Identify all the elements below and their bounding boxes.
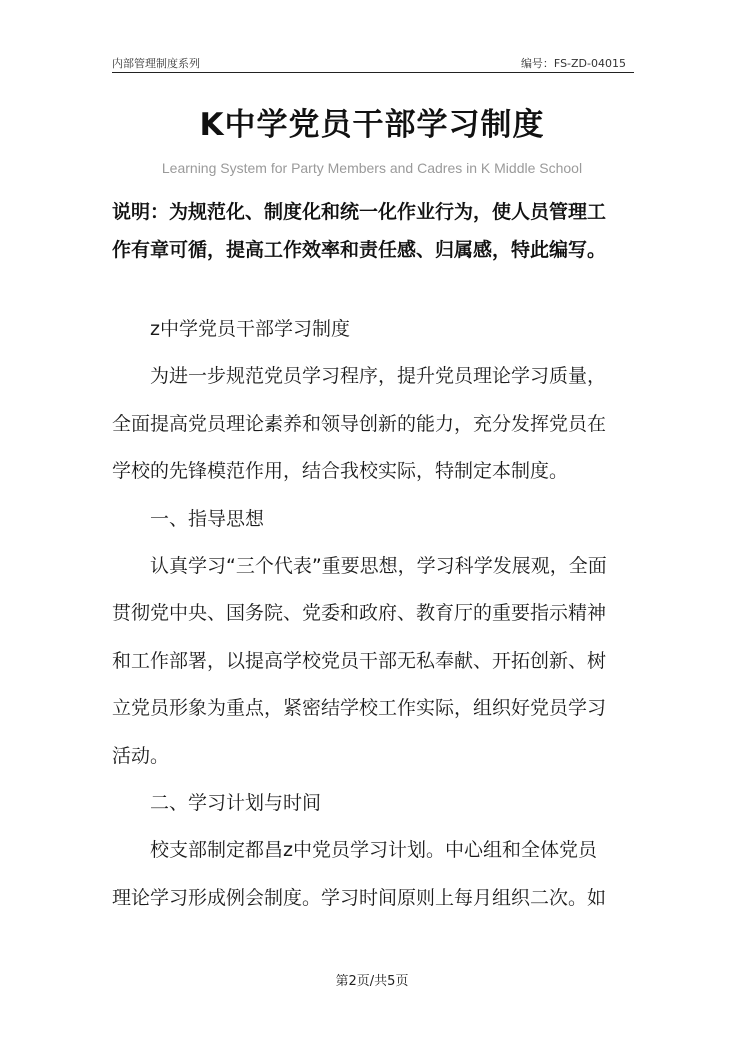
intro-statement: [112, 193, 642, 269]
section-heading-study-plan: 二、学习计划与时间: [150, 791, 322, 814]
page-footer-pagination: 第2页/共5页: [335, 974, 409, 989]
body-text-line: 为进一步规范党员学习程序，提升党员理论学习质量，: [150, 365, 607, 388]
page-header: [112, 54, 634, 73]
document-body: [112, 306, 634, 922]
header-document-number: 编号：FS-ZD-04015: [520, 57, 626, 70]
body-text-line: 和工作部署，以提高学校党员干部无私奉献、开拓创新、树: [112, 649, 607, 672]
body-text-line: 认真学习“三个代表”重要思想，学习科学发展观，全面: [150, 554, 607, 577]
intro-line: 作有章可循，提高工作效率和责任感、归属感，特此编写。: [112, 239, 607, 261]
body-text-line: 校支部制定都昌z中党员学习计划。中心组和全体党员: [150, 839, 597, 862]
body-text-line: 理论学习形成例会制度。学习时间原则上每月组织二次。如: [112, 886, 607, 909]
body-text-line: 立党员形象为重点，紧密结学校工作实际，组织好党员学习: [112, 697, 607, 720]
body-text-line: 贯彻党中央、国务院、党委和政府、教育厅的重要指示精神: [112, 602, 607, 625]
body-text-line: 学校的先锋模范作用，结合我校实际，特制定本制度。: [112, 460, 569, 483]
document-title: K中学党员干部学习制度: [199, 107, 545, 143]
body-text-line: 活动。: [112, 744, 170, 767]
body-heading-line: z中学党员干部学习制度: [150, 318, 350, 340]
section-heading-guiding-thought: 一、指导思想: [150, 507, 265, 530]
body-text-line: 全面提高党员理论素养和领导创新的能力，充分发挥党员在: [112, 412, 607, 435]
intro-line: 说明：为规范化、制度化和统一化作业行为，使人员管理工: [112, 201, 607, 223]
header-series-label: 内部管理制度系列: [112, 57, 200, 70]
document-subtitle: Learning System for Party Members and Cadres in K Middle School: [161, 160, 583, 176]
